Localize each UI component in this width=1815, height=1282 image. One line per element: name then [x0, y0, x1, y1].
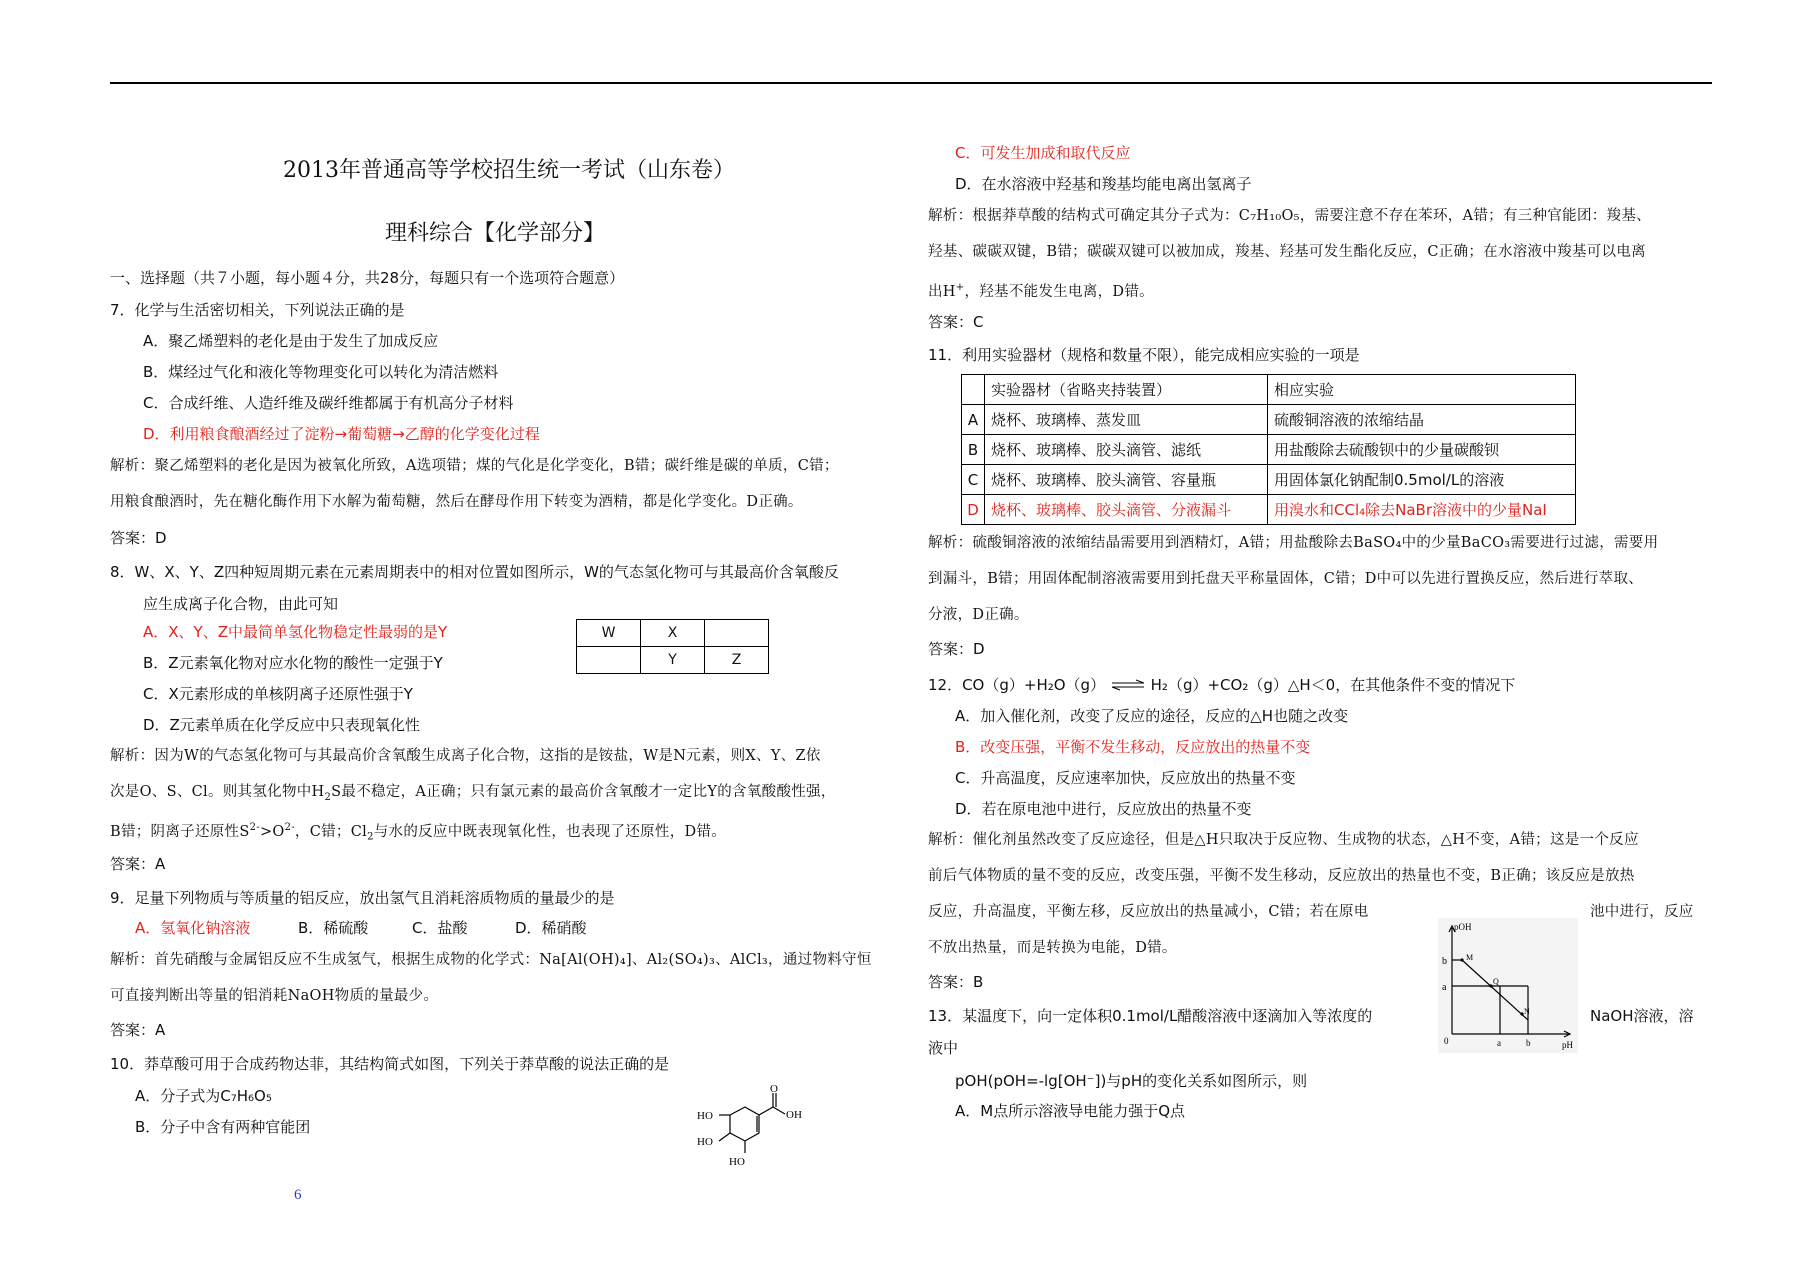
q8-option-a: A．X、Y、Z中最简单氢化物稳定性最弱的是Y	[143, 623, 448, 641]
table-header-cell: 相应实验	[1268, 375, 1576, 405]
table-cell: 用固体氯化钠配制0.5mol/L的溶液	[1268, 465, 1576, 495]
q12-explanation-3a: 反应，升高温度，平衡左移，反应放出的热量减小，C错；若在原电	[928, 904, 1369, 920]
q12-explanation-1: 解析：催化剂虽然改变了反应途径，但是△H只取决于反应物、生成物的状态，△H不变，A错；这是一个反应	[928, 832, 1639, 848]
table-cell: B	[962, 435, 985, 465]
table-row	[962, 495, 1576, 525]
table-cell: 烧杯、玻璃棒、胶头滴管、分液漏斗	[985, 495, 1268, 525]
q7-option-a: A．聚乙烯塑料的老化是由于发生了加成反应	[143, 332, 439, 350]
q13-option-a: A．M点所示溶液导电能力强于Q点	[955, 1102, 1186, 1120]
table-cell: C	[962, 465, 985, 495]
struct-ho-2: HO	[697, 1136, 713, 1148]
q9-option-c: C．盐酸	[412, 919, 468, 937]
q8-explanation-2: 次是O、S、Cl。则其氢化物中$H_2S$最不稳定，A正确；只有氯元素的最高价含氧酸才一定比Y的含氧酸酸性强，	[110, 784, 836, 803]
q12-option-c: C．升高温度，反应速率加快，反应放出的热量不变	[955, 769, 1296, 787]
q13-stem-1b: NaOH溶液，溶	[1590, 1007, 1694, 1025]
page-subtitle: 理科综合【化学部分】	[385, 221, 606, 246]
q10-explanation-1: 解析：根据莽草酸的结构式可确定其分子式为：C₇H₁₀O₅，需要注意不存在苯环，A错；有三种官能团：羧基、	[928, 208, 1651, 224]
q10-option-c: C．可发生加成和取代反应	[955, 144, 1131, 162]
q12-explanation-3b: 池中进行，反应	[1590, 904, 1694, 920]
graph-label-m: M	[1466, 953, 1474, 962]
graph-point-m	[1460, 958, 1463, 961]
table-header-row	[962, 375, 1576, 405]
q8-stem-1: 8．W、X、Y、Z四种短周期元素在元素周期表中的相对位置如图所示，W的气态氢化物可与其最高价含氧酸反	[110, 563, 839, 581]
q7-explanation-1: 解析：聚乙烯塑料的老化是因为被氧化所致，A选项错；煤的气化是化学变化，B错；碳纤维是碳的单质，C错；	[110, 458, 839, 474]
graph-xlabel: pH	[1562, 1040, 1573, 1050]
grid-cell: X	[641, 620, 705, 647]
grid-cell: Z	[705, 647, 769, 674]
top-rule	[110, 82, 1712, 84]
q10-explanation-3: 出H+，羟基不能发生电离，D错。	[928, 282, 1154, 300]
grid-cell: W	[577, 620, 641, 647]
graph-label-q: Q	[1493, 977, 1499, 986]
q12-option-d: D．若在原电池中进行，反应放出的热量不变	[955, 800, 1252, 818]
q7-stem: 7．化学与生活密切相关，下列说法正确的是	[110, 301, 405, 319]
q12-answer: 答案：B	[928, 973, 984, 991]
graph-ylabel: pOH	[1454, 922, 1472, 932]
page-title: 2013年普通高等学校招生统一考试（山东卷）	[283, 158, 735, 183]
grid-cell	[705, 620, 769, 647]
q9-option-b: B．稀硫酸	[298, 919, 369, 937]
q13-stem-1a: 13．某温度下，向一定体积0.1mol/L醋酸溶液中逐滴加入等浓度的	[928, 1007, 1373, 1025]
table-cell: A	[962, 405, 985, 435]
q11-table	[961, 374, 1576, 525]
q11-explanation-3: 分液，D正确。	[928, 607, 1029, 623]
q8-answer: 答案：A	[110, 855, 166, 873]
graph-origin: 0	[1444, 1036, 1449, 1046]
q7-answer: 答案：D	[110, 529, 167, 547]
q11-explanation-1: 解析：硫酸铜溶液的浓缩结晶需要用到酒精灯，A错；用盐酸除去BaSO₄中的少量BaCO₃需要进行过滤，需要用	[928, 535, 1659, 551]
table-row	[962, 405, 1576, 435]
q12-explanation-2: 前后气体物质的量不变的反应，改变压强，平衡不发生移动，反应放出的热量也不变，B正确；该反应是放热	[928, 868, 1635, 884]
struct-ho-3: HO	[729, 1156, 745, 1168]
table-cell: D	[962, 495, 985, 525]
table-cell: 烧杯、玻璃棒、蒸发皿	[985, 405, 1268, 435]
q9-option-a: A．氢氧化钠溶液	[135, 919, 251, 937]
q10-stem: 10．莽草酸可用于合成药物达菲，其结构简式如图，下列关于莽草酸的说法正确的是	[110, 1055, 670, 1073]
struct-o: O	[770, 1085, 778, 1095]
page-number: 6	[294, 1187, 302, 1203]
q11-stem: 11．利用实验器材（规格和数量不限），能完成相应实验的一项是	[928, 346, 1360, 364]
graph-x-a: a	[1497, 1038, 1501, 1048]
table-cell: 用盐酸除去硫酸钡中的少量碳酸钡	[1268, 435, 1576, 465]
q9-option-d: D．稀硝酸	[515, 919, 587, 937]
q10-option-b: B．分子中含有两种官能团	[135, 1118, 311, 1136]
periodic-position-grid	[576, 619, 769, 674]
q10-explanation-2: 羟基、碳碳双键，B错；碳碳双键可以被加成，羧基、羟基可发生酯化反应，C正确；在水溶液中羧基可以电离	[928, 244, 1646, 260]
q10-option-d: D．在水溶液中羟基和羧基均能电离出氢离子	[955, 175, 1252, 193]
q10-option-a: A．分子式为C₇H₆O₅	[135, 1087, 272, 1105]
q7-explanation-2: 用粮食酿酒时，先在糖化酶作用下水解为葡萄糖，然后在酵母作用下转变为酒精，都是化学变化。D正确。	[110, 494, 803, 510]
q12-explanation-4: 不放出热量，而是转换为电能，D错。	[928, 940, 1177, 956]
grid-cell: Y	[641, 647, 705, 674]
table-row	[962, 465, 1576, 495]
table-row	[962, 435, 1576, 465]
q7-option-c: C．合成纤维、人造纤维及碳纤维都属于有机高分子材料	[143, 394, 514, 412]
q9-explanation-2: 可直接判断出等量的铝消耗NaOH物质的量最少。	[110, 988, 439, 1004]
table-header-cell	[962, 375, 985, 405]
table-cell: 烧杯、玻璃棒、胶头滴管、容量瓶	[985, 465, 1268, 495]
q8-explanation-3: B错；阴离子还原性$S^{2-}>O^{2-}$，C错；$Cl_2$与水的反应中既表现氧化性，也表现了还原性，D错。	[110, 822, 727, 843]
q9-stem: 9．足量下列物质与等质量的铝反应，放出氢气且消耗溶质物质的量最少的是	[110, 889, 615, 907]
q12-stem: 12．CO（g）+H₂O（g） H₂（g）+CO₂（g）△H＜0，在其他条件不变的情况下	[928, 676, 1516, 694]
q7-option-d: D．利用粮食酿酒经过了淀粉→葡萄糖→乙醇的化学变化过程	[143, 425, 540, 443]
equilibrium-arrow-icon	[1110, 676, 1146, 696]
grid-cell	[577, 647, 641, 674]
q8-option-c: C．X元素形成的单核阴离子还原性强于Y	[143, 685, 413, 703]
graph-y-a: a	[1442, 982, 1447, 993]
q8-explanation-1: 解析：因为W的气态氢化物可与其最高价含氧酸生成离子化合物，这指的是铵盐，W是N元素，则X、Y、Z依	[110, 748, 821, 764]
q11-answer: 答案：D	[928, 640, 985, 658]
table-header-cell: 实验器材（省略夹持装置）	[985, 375, 1268, 405]
table-cell: 硫酸铜溶液的浓缩结晶	[1268, 405, 1576, 435]
graph-x-b: b	[1526, 1038, 1531, 1048]
q13-stem-3: pOH(pOH=-lg[OH⁻])与pH的变化关系如图所示，则	[955, 1072, 1308, 1090]
table-cell: 烧杯、玻璃棒、胶头滴管、滤纸	[985, 435, 1268, 465]
struct-ho-1: HO	[697, 1110, 713, 1122]
graph-label-n: N	[1524, 1007, 1530, 1016]
struct-oh: OH	[786, 1109, 802, 1121]
q10-answer: 答案：C	[928, 313, 984, 331]
section-heading: 一、选择题（共７小题，每小题４分，共28分，每题只有一个选项符合题意）	[110, 269, 625, 287]
q9-answer: 答案：A	[110, 1021, 166, 1039]
shikimic-acid-structure	[695, 1085, 830, 1175]
graph-y-b: b	[1442, 956, 1447, 967]
q8-option-b: B．Z元素氧化物对应水化物的酸性一定强于Y	[143, 654, 443, 672]
q12-option-b: B．改变压强，平衡不发生移动，反应放出的热量不变	[955, 738, 1311, 756]
poh-ph-graph	[1438, 918, 1578, 1053]
table-cell: 用溴水和CCl₄除去NaBr溶液中的少量NaI	[1268, 495, 1576, 525]
q11-explanation-2: 到漏斗，B错；用固体配制溶液需要用到托盘天平称量固体，C错；D中可以先进行置换反应，然后进行萃取、	[928, 571, 1644, 587]
q8-stem-2: 应生成离子化合物，由此可知	[143, 595, 339, 613]
q7-option-b: B．煤经过气化和液化等物理变化可以转化为清洁燃料	[143, 363, 499, 381]
q12-option-a: A．加入催化剂，改变了反应的途径，反应的△H也随之改变	[955, 707, 1349, 725]
q13-stem-2: 液中	[928, 1039, 959, 1057]
q8-option-d: D．Z元素单质在化学反应中只表现氧化性	[143, 716, 420, 734]
q9-explanation-1: 解析：首先硝酸与金属铝反应不生成氢气，根据生成物的化学式：Na[Al(OH)₄]、Al₂(SO₄)₃、AlCl₃，通过物料守恒	[110, 952, 872, 968]
